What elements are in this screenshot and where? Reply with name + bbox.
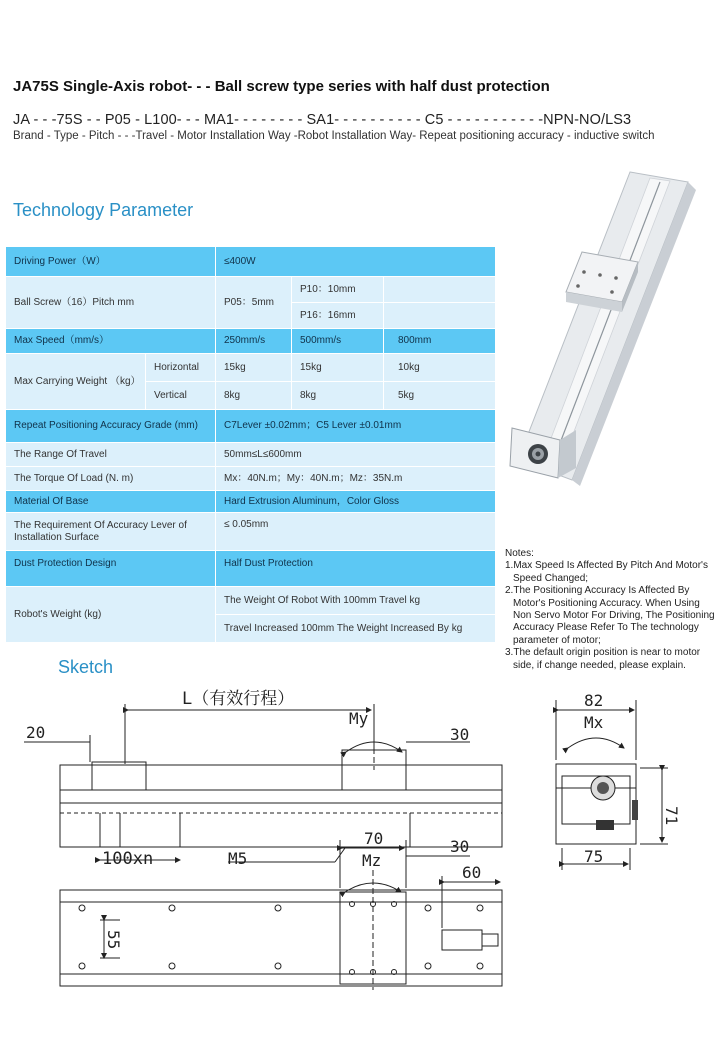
note-item: 2.The Positioning Accuracy Is Affected By Motor's Positioning Accuracy. When Using Non Servo Motor For Driving, The Positioning Accuracy Please Refer To The technology parameter of motor; bbox=[505, 585, 715, 646]
note-item: 1.Max Speed Is Affected By Pitch And Motor's Speed Changed; bbox=[505, 560, 708, 584]
spec-value: ≤400W bbox=[216, 247, 496, 277]
spec-value: P10：10mm bbox=[292, 277, 384, 303]
dim-71: 71 bbox=[662, 806, 681, 826]
dim-30-top: 30 bbox=[450, 837, 470, 856]
spec-label: Repeat Positioning Accuracy Grade (mm) bbox=[6, 410, 216, 443]
spec-value: 15kg bbox=[292, 354, 384, 382]
spec-row-weight bbox=[6, 587, 496, 615]
spec-row-base bbox=[6, 491, 496, 513]
spec-sublabel: Vertical bbox=[146, 382, 216, 410]
side-view bbox=[24, 689, 502, 869]
dim-70: 70 bbox=[364, 829, 384, 848]
spec-row-speed bbox=[6, 329, 496, 354]
spec-value bbox=[384, 277, 496, 303]
spec-row-travel bbox=[6, 443, 496, 467]
spec-label: The Range Of Travel bbox=[6, 443, 216, 467]
spec-row-surface bbox=[6, 513, 496, 551]
dim-20: 20 bbox=[26, 723, 46, 742]
spec-value: 8kg bbox=[216, 382, 292, 410]
spec-value: 250mm/s bbox=[216, 329, 292, 354]
spec-value: C7Lever ±0.02mm；C5 Lever ±0.01mm bbox=[216, 410, 496, 443]
spec-row-dust bbox=[6, 551, 496, 587]
spec-label: The Requirement Of Accuracy Lever of Installation Surface bbox=[6, 513, 216, 551]
spec-label: The Torque Of Load (N. m) bbox=[6, 467, 216, 491]
spec-row-repeat bbox=[6, 410, 496, 443]
spec-value: 8kg bbox=[292, 382, 384, 410]
dim-30-side: 30 bbox=[450, 725, 470, 744]
notes-heading: Notes: bbox=[505, 548, 534, 559]
dim-Mx: Mx bbox=[584, 713, 604, 732]
dim-Mz: Mz bbox=[362, 851, 382, 870]
dim-55: 55 bbox=[104, 930, 123, 950]
dim-82: 82 bbox=[584, 691, 604, 710]
spec-value: Travel Increased 100mm The Weight Increased By kg bbox=[216, 615, 496, 643]
spec-row-power bbox=[6, 247, 496, 277]
spec-value: ≤ 0.05mm bbox=[216, 513, 496, 551]
note-item: 3.The default origin position is near to motor side, if change needed, please explain. bbox=[505, 647, 701, 671]
model-code-legend: Brand - Type - Pitch - - -Travel - Motor Installation Way -Robot Installation Way- Repeat positioning accuracy - inductive switch bbox=[13, 130, 655, 142]
spec-label: Material Of Base bbox=[6, 491, 216, 513]
spec-row-carry-h bbox=[6, 354, 496, 382]
spec-sublabel: Horizontal bbox=[146, 354, 216, 382]
notes bbox=[505, 548, 720, 672]
spec-value: Half Dust Protection bbox=[216, 551, 496, 587]
spec-label: Max Speed（mm/s） bbox=[6, 329, 216, 354]
dim-75: 75 bbox=[584, 847, 604, 866]
spec-value: Mx：40N.m；My：40N.m；Mz：35N.m bbox=[216, 467, 496, 491]
end-view bbox=[556, 691, 681, 870]
dim-My: My bbox=[349, 709, 369, 728]
dim-pitch: 100xn bbox=[102, 849, 154, 869]
spec-table bbox=[5, 246, 496, 643]
spec-value bbox=[384, 303, 496, 329]
section-title-technology: Technology Parameter bbox=[13, 200, 194, 220]
spec-value: P05：5mm bbox=[216, 277, 292, 329]
spec-label: Max Carrying Weight （kg） bbox=[6, 354, 146, 410]
spec-value: 50mm≤L≤600mm bbox=[216, 443, 496, 467]
sketch-drawings bbox=[0, 680, 720, 1040]
spec-label: Ball Screw（16）Pitch mm bbox=[6, 277, 216, 329]
spec-value: 5kg bbox=[384, 382, 496, 410]
spec-row-torque bbox=[6, 467, 496, 491]
spec-value: The Weight Of Robot With 100mm Travel kg bbox=[216, 587, 496, 615]
spec-label: Robot's Weight (kg) bbox=[6, 587, 216, 643]
spec-value: P16：16mm bbox=[292, 303, 384, 329]
spec-value: Hard Extrusion Aluminum，Color Gloss bbox=[216, 491, 496, 513]
dim-M5: M5 bbox=[228, 849, 248, 868]
section-title-sketch: Sketch bbox=[58, 657, 114, 677]
page-title: JA75S Single-Axis robot- - - Ball screw type series with half dust protection bbox=[13, 78, 550, 95]
spec-value: 500mm/s bbox=[292, 329, 384, 354]
spec-row-screw bbox=[6, 277, 496, 303]
spec-label: Driving Power（W） bbox=[6, 247, 216, 277]
spec-value: 800mm bbox=[384, 329, 496, 354]
dim-L-label: L（有效行程） bbox=[182, 689, 295, 709]
spec-value: 10kg bbox=[384, 354, 496, 382]
spec-value: 15kg bbox=[216, 354, 292, 382]
dim-60: 60 bbox=[462, 863, 482, 882]
model-code: JA - - -75S - - P05 - L100- - - MA1- - - - - - - - SA1- - - - - - - - - - C5 - - - - - - - - - - -NPN-NO/LS3 bbox=[13, 112, 632, 128]
robot-photo bbox=[500, 160, 700, 490]
spec-label: Dust Protection Design bbox=[6, 551, 216, 587]
